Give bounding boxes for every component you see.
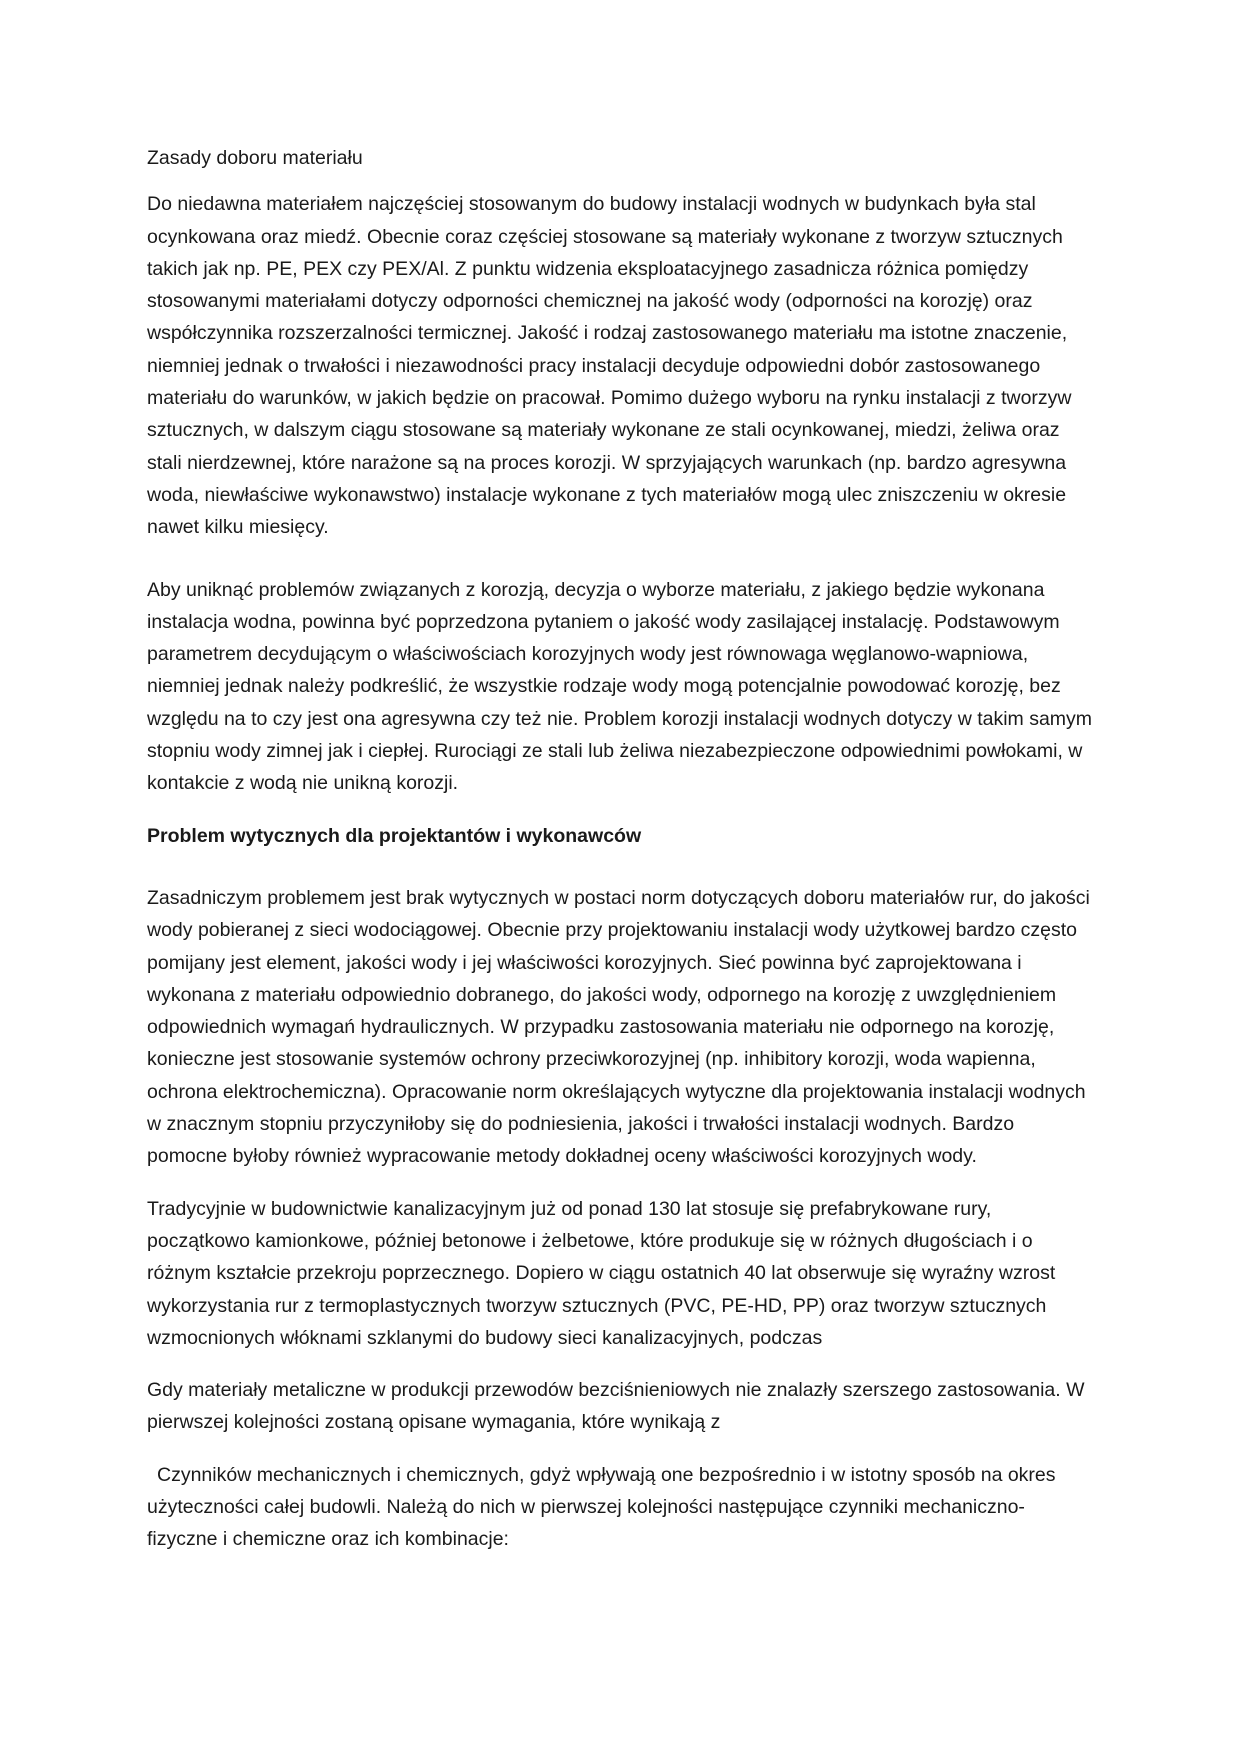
- document-title: Zasady doboru materiału: [147, 147, 363, 169]
- paragraph-corrosion-avoidance: Aby uniknąć problemów związanych z korozją, decyzja o wyborze materiału, z jakiego będzie wykonana instalacja wodna, powinna być poprzedzona pytaniem o jakość wody zasilającej instalację. Podstawowym parametrem decydującym o właściwościach korozyjnych wody jest równowaga węglanowo-wapniowa, niemniej jednak należy podkreślić, że wszystkie rodzaje wody mogą potencjalnie powodować korozję, bez względu na to czy jest ona agresywna czy też nie. Problem korozji instalacji wodnych dotyczy w takim samym stopniu wody zimnej jak i ciepłej. Rurociągi ze stali lub żeliwa niezabezpieczone odpowiednimi powłokami, w kontakcie z wodą nie unikną korozji.: [147, 578, 1093, 795]
- paragraph-materials-overview: Do niedawna materiałem najczęściej stosowanym do budowy instalacji wodnych w budynkach była stal ocynkowana oraz miedź. Obecnie coraz częściej stosowane są materiały wykonane z tworzyw sztucznych takich jak np. PE, PEX czy PEX/Al. Z punktu widzenia eksploatacyjnego zasadnicza różnica pomiędzy stosowanymi materiałami dotyczy odporności chemicznej na jakość wody (odporności na korozję) oraz współczynnika rozszerzalności termicznej. Jakość i rodzaj zastosowanego materiału ma istotne znaczenie, niemniej jednak o trwałości i niezawodności pracy instalacji decyduje odpowiedni dobór zastosowanego materiału do warunków, w jakich będzie on pracował. Pomimo dużego wyboru na rynku instalacji z tworzyw sztucznych, w dalszym ciągu stosowane są materiały wykonane ze stali ocynkowanej, miedzi, żeliwa oraz stali nierdzewnej, które narażone są na proces korozji. W sprzyjających warunkach (np. bardzo agresywna woda, niewłaściwe wykonawstwo) instalacje wykonane z tych materiałów mogą ulec zniszczeniu w okresie nawet kilku miesięcy.: [147, 193, 1072, 539]
- paragraph-mechanical-chemical-factors: Czynników mechanicznych i chemicznych, gdyż wpływają one bezpośrednio i w istotny sposób na okres użyteczności całej budowli. Należą do nich w pierwszej kolejności następujące czynniki mechaniczno-fizyczne i chemiczne oraz ich kombinacje:: [147, 1463, 1056, 1551]
- section-heading-guidelines: Problem wytycznych dla projektantów i wykonawców: [147, 824, 642, 847]
- paragraph-sewer-pipes-history: Tradycyjnie w budownictwie kanalizacyjnym już od ponad 130 lat stosuje się prefabrykowane rury, początkowo kamionkowe, później betonowe i żelbetowe, które produkuje się w różnych długościach i o różnym kształcie przekroju poprzecznego. Dopiero w ciągu ostatnich 40 lat obserwuje się wyraźny wzrost wykorzystania rur z termoplastycznych tworzyw sztucznych (PVC, PE-HD, PP) oraz tworzyw sztucznych wzmocnionych włóknami szklanymi do budowy sieci kanalizacyjnych, podczas: [147, 1197, 1056, 1349]
- paragraph-metallic-materials: Gdy materiały metaliczne w produkcji przewodów bezciśnieniowych nie znalazły szerszego zastosowania. W pierwszej kolejności zostaną opisane wymagania, które wynikają z: [147, 1379, 1085, 1434]
- document-page: [147, 142, 1095, 1586]
- paragraph-guidelines-problem: Zasadniczym problemem jest brak wytycznych w postaci norm dotyczących doboru materiałów rur, do jakości wody pobieranej z sieci wodociągowej. Obecnie przy projektowaniu instalacji wody użytkowej bardzo często pomijany jest element, jakości wody i jej właściwości korozyjnych. Sieć powinna być zaprojektowana i wykonana z materiału odpowiednio dobranego, do jakości wody, odpornego na korozję z uwzględnieniem odpowiednich wymagań hydraulicznych. W przypadku zastosowania materiału nie odpornego na korozję, konieczne jest stosowanie systemów ochrony przeciwkorozyjnej (np. inhibitory korozji, woda wapienna, ochrona elektrochemiczna). Opracowanie norm określających wytyczne dla projektowania instalacji wodnych w znacznym stopniu przyczyniłoby się do podniesienia, jakości i trwałości instalacji wodnych. Bardzo pomocne byłoby również wypracowanie metody dokładnej oceny właściwości korozyjnych wody.: [147, 886, 1090, 1168]
